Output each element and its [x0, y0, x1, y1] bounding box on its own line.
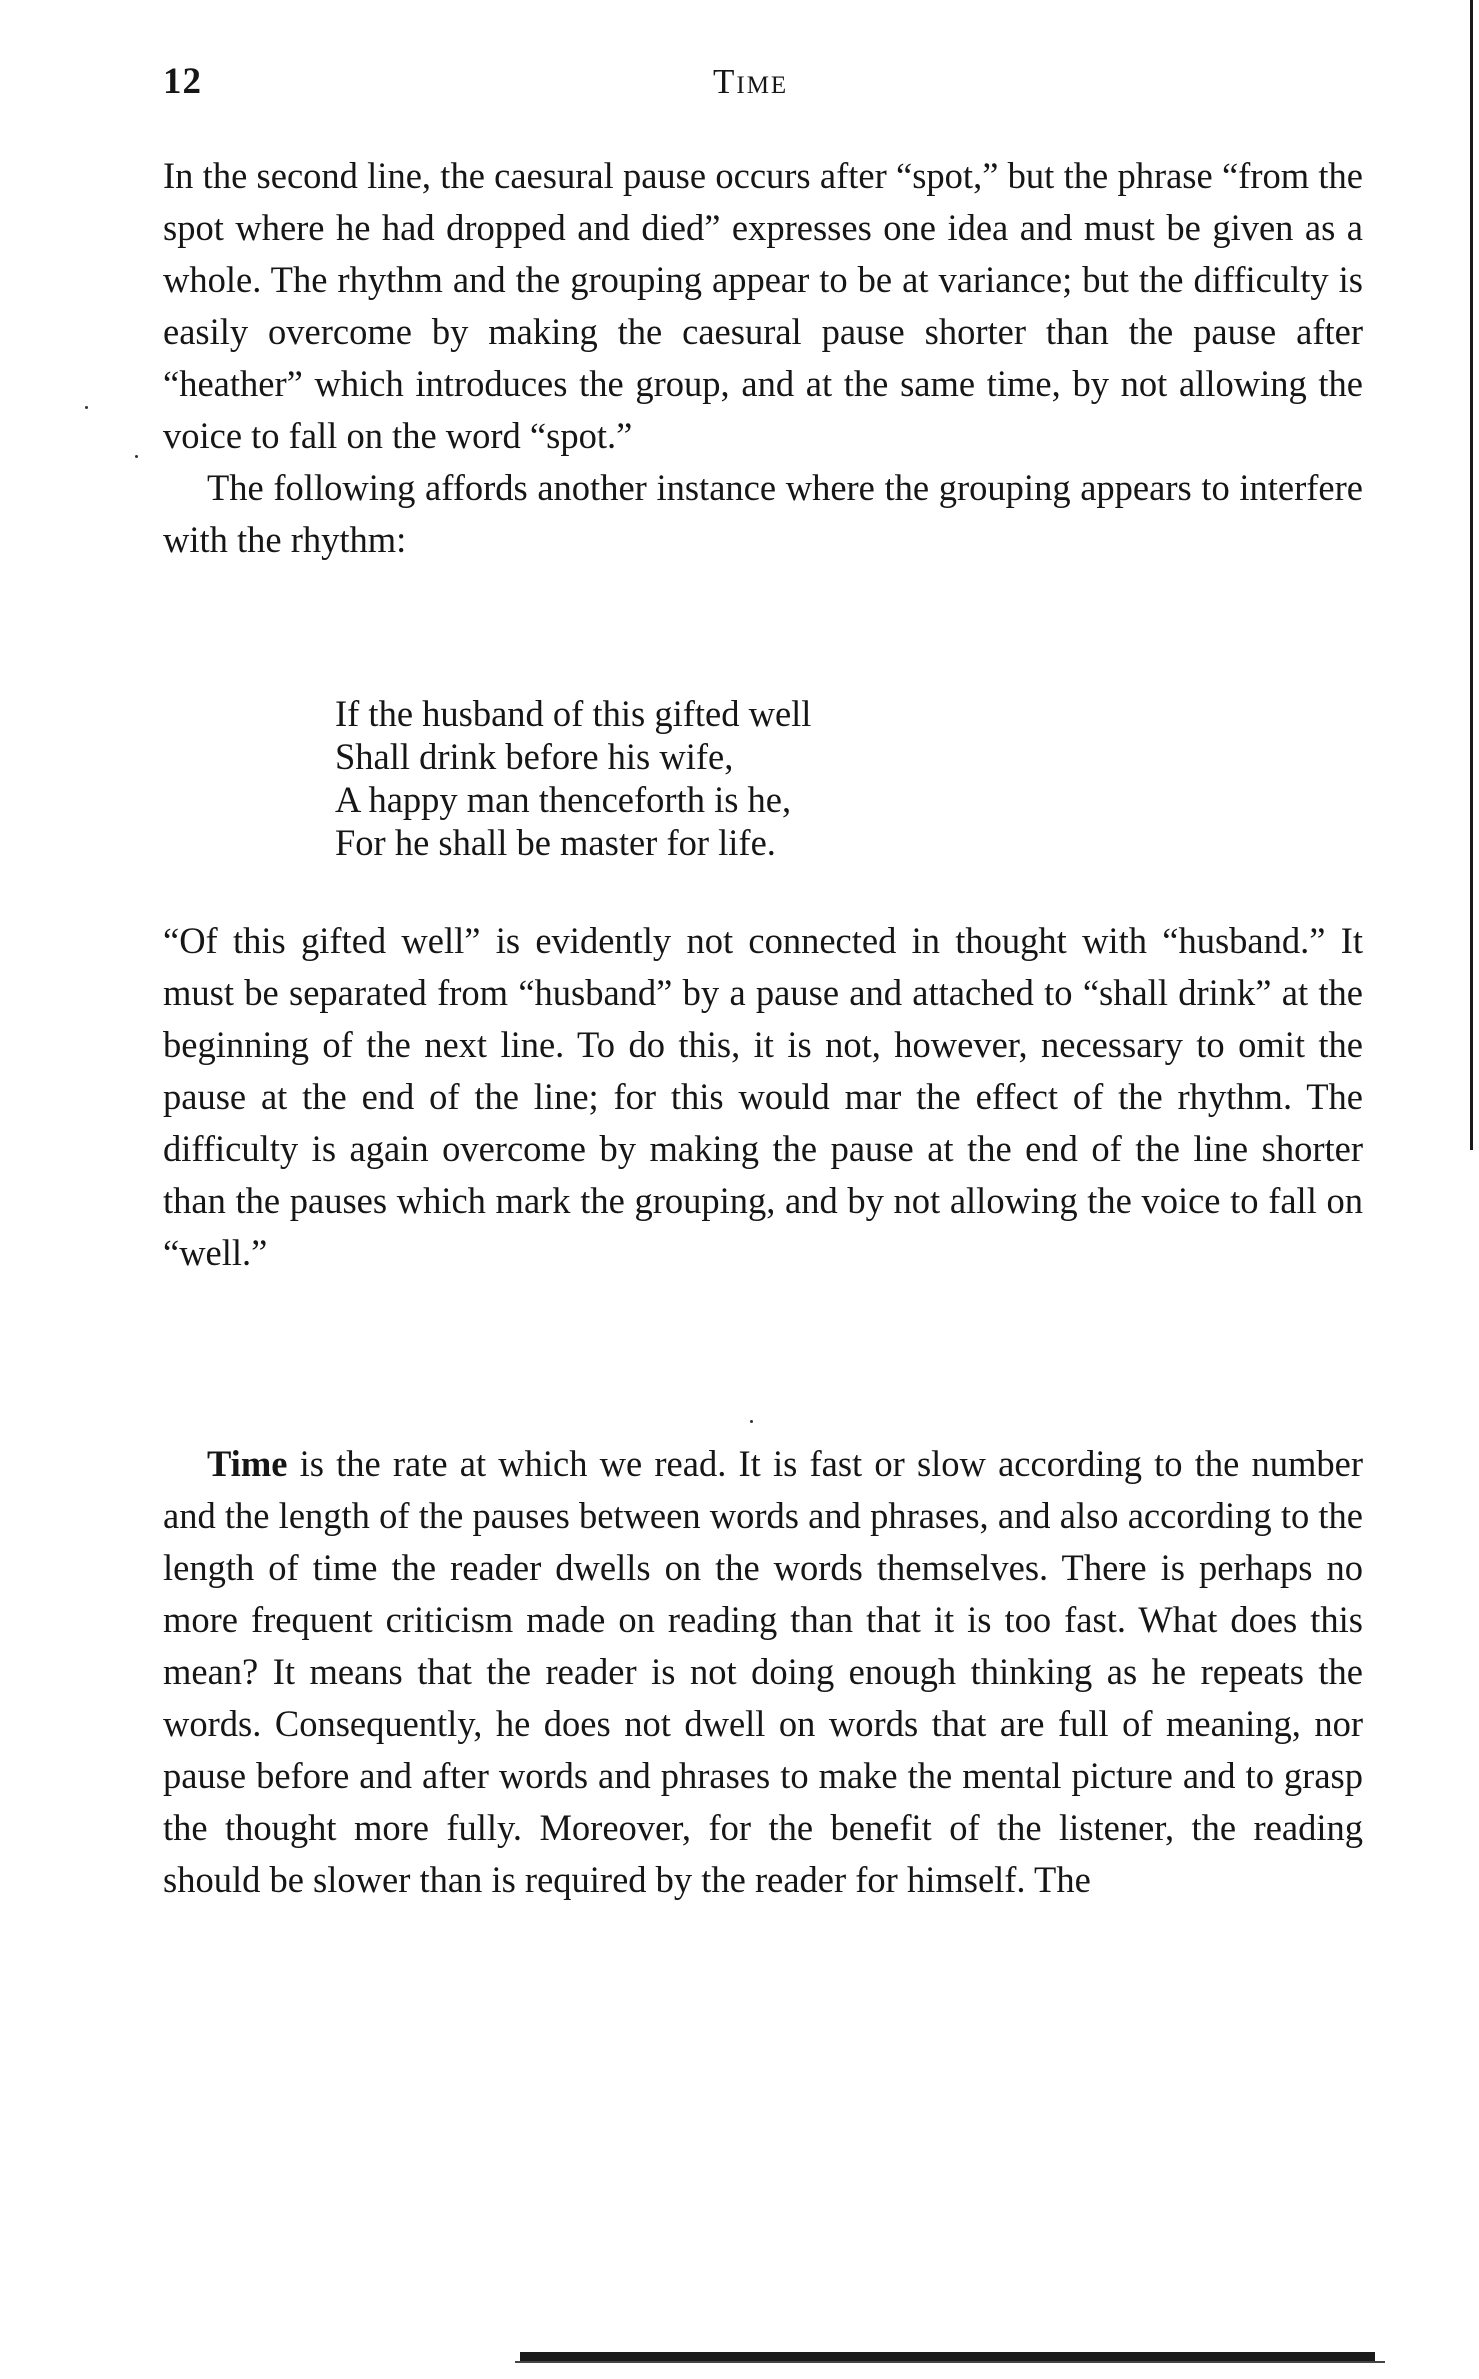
bottom-rule-thin — [515, 2361, 1385, 2363]
text-block-caesural — [163, 150, 1363, 566]
bottom-rule — [520, 2352, 1375, 2361]
paragraph-time — [163, 1438, 1363, 1906]
paragraph-caesural: In the second line, the caesural pause occurs after “spot,” but the phrase “from the spot where he had dropped and died” expresses one idea and must be given as a whole. The rhythm and the grouping appear to be at variance; but the difficulty is easily overcome by making the caesural pause shorter than the pause after “heather” which introduces the group, and at the same time, by not allowing the voice to fall on the word “spot.” — [163, 155, 1363, 456]
poem-line: For he shall be master for life. — [335, 822, 776, 863]
text-block-time — [163, 1438, 1363, 1906]
paragraph-time-lead: Time — [207, 1443, 288, 1484]
poem-line: If the husband of this gifted well — [335, 693, 812, 734]
paragraph-time-body: is the rate at which we read. It is fast or slow according to the number and the length of the pauses between words and phrases, and also according to the length of time the reader dwells on the words themselves. There is perhaps no more frequent criticism made on reading than that it is too fast. What does this mean? It means that the reader is not doing enough thinking as he repeats the words. Consequently, he does not dwell on words that are full of meaning, nor pause before and after words and phrases to make the mental picture and to grasp the thought more fully. Moreover, for the benefit of the listener, the reading should be slower than is required by the reader for himself. The — [163, 1443, 1363, 1900]
ink-speck — [135, 455, 138, 458]
paragraph-following: The following affords another instance where the grouping appears to interfere with the rhythm: — [163, 467, 1363, 560]
running-head: Time — [713, 62, 789, 101]
poem-line: Shall drink before his wife, — [335, 736, 734, 777]
ink-speck — [85, 406, 88, 409]
page-edge-rule — [1470, 0, 1473, 1150]
text-block-gifted-well — [163, 915, 1363, 1279]
poem-line: A happy man thenceforth is he, — [335, 779, 792, 820]
ink-speck — [750, 1420, 753, 1423]
poem-quotation — [335, 692, 811, 864]
page-number: 12 — [163, 61, 202, 102]
paragraph-gifted-well: “Of this gifted well” is evidently not connected in thought with “husband.” It must be separated from “husband” by a pause and attached to “shall drink” at the beginning of the next line. To do this, it is not, however, necessary to omit the pause at the end of the line; for this would mar the effect of the rhythm. The difficulty is again overcome by making the pause at the end of the line shorter than the pauses which mark the grouping, and by not allowing the voice to fall on “well.” — [163, 920, 1363, 1273]
